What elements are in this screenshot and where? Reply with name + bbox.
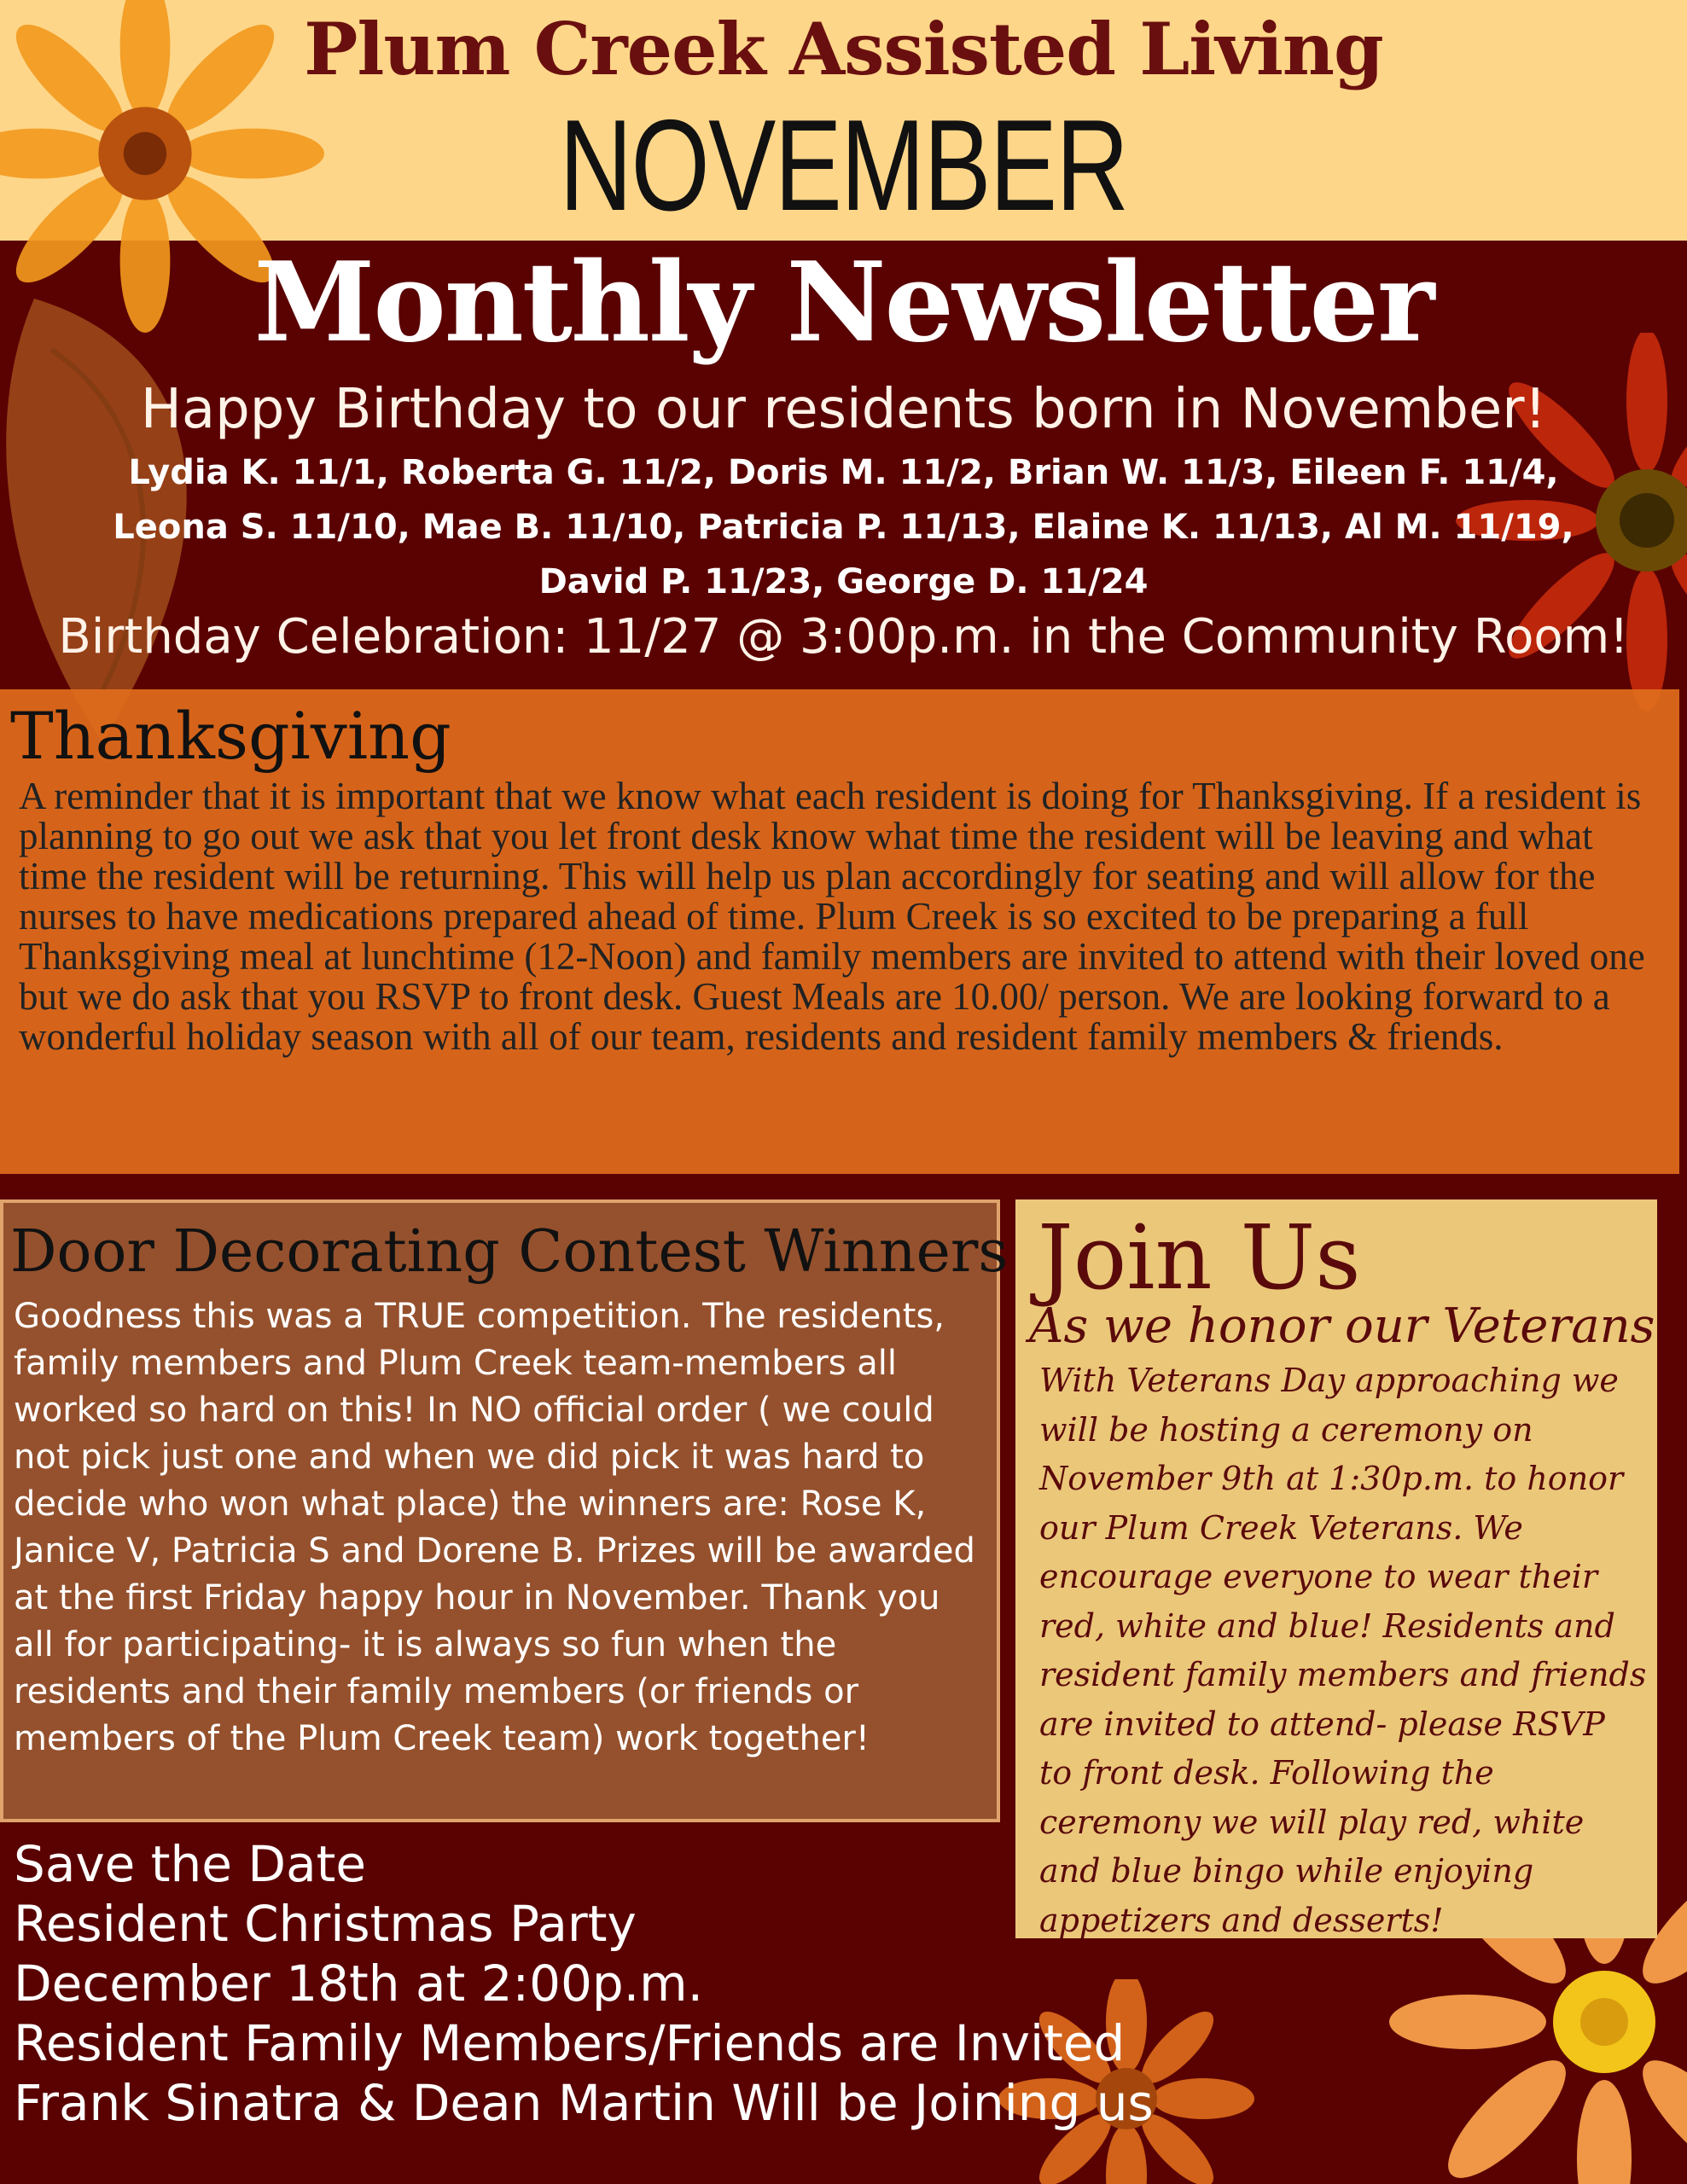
- veterans-body: With Veterans Day approaching we will be hosting a ceremony on November 9th at 1:30p.m. to honor our Plum Creek Veterans. We encourage everyone to wear their red, white and blue! Residents and resident family members and friends are invited to attend- please RSVP to front desk. Following the ceremony we will play red, white and blue bingo while enjoying appetizers and desserts!: [1039, 1362, 1647, 1939]
- newsletter-month: NOVEMBER: [559, 93, 1128, 238]
- join-us-title: Join Us: [1038, 1205, 1361, 1310]
- save-the-date-line: Save the Date: [14, 1835, 367, 1893]
- save-the-date-line: December 18th at 2:00p.m.: [14, 1955, 704, 2013]
- save-the-date-line: Frank Sinatra & Dean Martin Will be Joining us: [14, 2074, 1154, 2132]
- thanksgiving-body: A reminder that it is important that we know what each resident is doing for Thanksgiving. If a resident is planning to go out we ask that you let front desk know what time the resident will be leaving and what time the resident will be returning. This will help us plan accordingly for seating and will allow for the nurses to have medications prepared ahead of time. Plum Creek is so excited to be preparing a full Thanksgiving meal at lunchtime (12-Noon) and family members are invited to attend with their loved one but we do ask that you RSVP to front desk. Guest Meals are 10.00/ person. We are looking forward to a wonderful holiday season with all of our team, residents and resident family members & friends.: [19, 775, 1645, 1058]
- save-the-date-line: Resident Family Members/Friends are Invited: [14, 2014, 1126, 2072]
- veterans-subtitle: As we honor our Veterans: [1029, 1298, 1655, 1354]
- newsletter-title: Monthly Newsletter: [253, 239, 1434, 367]
- birthday-list-line: Leona S. 11/10, Mae B. 11/10, Patricia P. 11/13, Elaine K. 11/13, Al M. 11/19,: [113, 508, 1574, 547]
- birthday-list-line: Lydia K. 11/1, Roberta G. 11/2, Doris M. 11/2, Brian W. 11/3, Eileen F. 11/4,: [128, 453, 1559, 492]
- save-the-date-line: Resident Christmas Party: [14, 1895, 637, 1953]
- save-the-date-section: [14, 1834, 1294, 2133]
- organization-name: Plum Creek Assisted Living: [304, 7, 1383, 91]
- door-contest-section: [0, 1199, 1009, 1822]
- door-contest-body: Goodness this was a TRUE competition. The residents, family members and Plum Creek team-members all worked so hard on this! In NO official order ( we could not pick just one and when we did pick it was hard to decide who won what place) the winners are: Rose K, Janice V, Patricia S and Dorene B. Prizes will be awarded at the first Friday happy hour in November. Thank you all for participating- it is always so fun when the residents and their family members (or friends or members of the Plum Creek team) work together!: [14, 1297, 975, 1758]
- birthday-celebration: Birthday Celebration: 11/27 @ 3:00p.m. in the Community Room!: [58, 609, 1629, 665]
- thanksgiving-section: [0, 689, 1679, 1174]
- birthday-list: [51, 445, 1636, 609]
- veterans-section: [1015, 1199, 1657, 1938]
- door-contest-title: Door Decorating Contest Winners: [10, 1218, 1009, 1286]
- birthday-heading: Happy Birthday to our residents born in November!: [140, 378, 1547, 441]
- thanksgiving-title: Thanksgiving: [10, 698, 451, 774]
- birthday-list-line: David P. 11/23, George D. 11/24: [538, 562, 1149, 601]
